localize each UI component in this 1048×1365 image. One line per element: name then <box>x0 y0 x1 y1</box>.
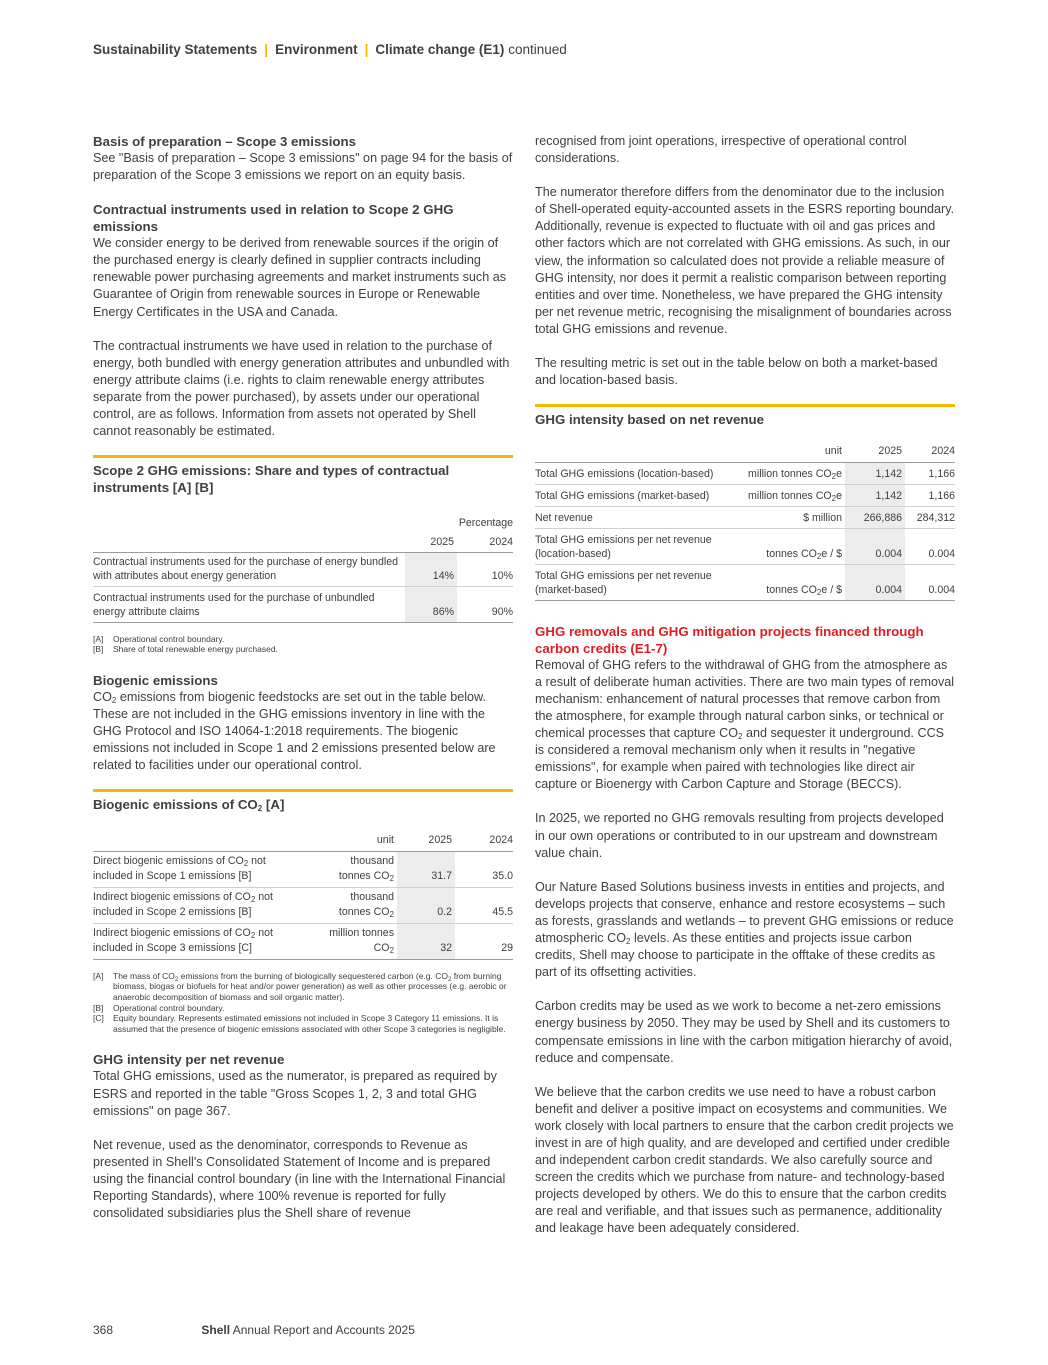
footer-title: Annual Report and Accounts 2025 <box>232 1323 415 1337</box>
section-title-intensity: GHG intensity per net revenue <box>93 1052 285 1068</box>
int-row-label: Net revenue <box>535 506 733 528</box>
intensity-text-1: Total GHG emissions, used as the numerator, is prepared as required by ESRS and reported in the table "Gross Scopes 1, 2, 3 and total GHG emissions" on page 367. <box>93 1069 497 1118</box>
note-text: Share of total renewable energy purchased. <box>113 644 278 655</box>
biogenic-table-title: Biogenic emissions of $CO_2$ [A] <box>93 797 285 814</box>
scope2-table-title: Scope 2 GHG emissions: Share and types of contractual instruments [A] [B] <box>93 463 450 496</box>
bio-row-2024: 35.0 <box>455 851 513 887</box>
scope2-year-2025: 2025 <box>405 532 457 552</box>
table-row <box>93 851 513 887</box>
int-row-2024: 1,166 <box>905 484 955 506</box>
note-key: [A] <box>93 970 104 981</box>
note-text: Operational control boundary. <box>113 1002 225 1013</box>
bio-row-label: Indirect biogenic emissions of $CO_2$ not included in Scope 3 emissions [C] <box>93 923 297 959</box>
table-row <box>535 484 955 506</box>
table-row <box>93 923 513 959</box>
table-row <box>535 528 955 564</box>
scope2-unit-header: Percentage <box>458 517 513 530</box>
right-text-3: The resulting metric is set out in the table below on both a market-based and location-based basis. <box>535 356 938 388</box>
int-row-2025: 0.004 <box>845 564 905 600</box>
bio-header-2024: 2024 <box>455 827 513 851</box>
scope2-table <box>93 502 513 623</box>
int-row-2025: 1,142 <box>845 484 905 506</box>
int-row-unit: million tonnes $CO_2e$ <box>733 462 845 484</box>
scope2-year-2024: 2024 <box>457 532 513 552</box>
table-row <box>93 552 513 586</box>
left-column <box>93 133 513 1222</box>
page-footer <box>93 1323 415 1337</box>
scope2-row-label: Contractual instruments used for the purchase of energy bundled with attributes about energy generation <box>93 552 405 586</box>
int-row-2025: 0.004 <box>845 528 905 564</box>
contractual-text-2: The contractual instruments we have used in relation to the purchase of energy, both bundled with energy generation attributes and unbundled with energy attribute claims (i.e. rights to claim renewable energy attributes separate from the power purchased), by assets under our operational control, are as follows. Information from assets not operated by Shell cannot reasonably be estimated. <box>93 338 510 439</box>
breadcrumb-environment: Environment <box>275 42 358 57</box>
bio-header-unit: unit <box>297 827 397 851</box>
page-number: 368 <box>93 1323 114 1337</box>
scope2-notes <box>93 634 513 655</box>
footer-brand: Shell <box>201 1323 231 1337</box>
scope2-row-2025: 86% <box>405 586 457 622</box>
section-title-basis: Basis of preparation – Scope 3 emissions <box>93 134 357 149</box>
note-text: The mass of $CO_2$ emissions from the burning of biologically sequestered carbon (e.g. $CO_2$ from burning biomass, biogas or biofuels for heat and/or power generation) as well as other processes (e.g. aerobic or anaerobic decomposition of biomass and soil organic matter). <box>113 970 507 1003</box>
table-row <box>93 887 513 923</box>
table-row <box>93 586 513 622</box>
int-header-2025: 2025 <box>845 438 905 462</box>
note-key: [A] <box>93 633 104 644</box>
breadcrumb <box>93 42 567 57</box>
bio-row-2025: 0.2 <box>397 887 455 923</box>
basis-text: See "Basis of preparation – Scope 3 emissions" on page 94 for the basis of preparation of the Scope 3 emissions we report on an equity basis. <box>93 151 513 183</box>
bio-row-unit: thousand tonnes $CO_2$ <box>297 887 397 923</box>
biogenic-text: $CO_2$ emissions from biogenic feedstocks are set out in the table below. These are not included in the GHG emissions inventory in line with the GHG Protocol and ISO 14064-1:2018 requirements. The biogenic emissions not included in Scope 1 and 2 emissions presented below are related to facilities under our operational control. <box>93 689 496 773</box>
biogenic-table-block <box>93 789 513 1034</box>
bio-row-unit: million tonnes $CO_2$ <box>297 923 397 959</box>
bio-row-label: Direct biogenic emissions of $CO_2$ not included in Scope 1 emissions [B] <box>93 851 297 887</box>
right-text-1: recognised from joint operations, irrespective of operational control considerations. <box>535 134 907 166</box>
right-column <box>535 133 955 1238</box>
intensity-text-2: Net revenue, used as the denominator, corresponds to Revenue as presented in Shell's Consolidated Statement of Income and is prepared using the financial control boundary (in line with the International Financial Reporting Standards), where 100% revenue is reported for fully consolidated subsidiaries plus the Shell share of revenue <box>93 1137 506 1221</box>
note-key: [B] <box>93 644 104 655</box>
int-row-unit: $ million <box>733 506 845 528</box>
int-row-2024: 0.004 <box>905 564 955 600</box>
table-row <box>535 564 955 600</box>
intensity-table-block <box>535 404 955 601</box>
int-row-2025: 266,886 <box>845 506 905 528</box>
bio-row-label: Indirect biogenic emissions of $CO_2$ not included in Scope 2 emissions [B] <box>93 887 297 923</box>
bio-row-2024: 45.5 <box>455 887 513 923</box>
int-row-label: Total GHG emissions per net revenue (location-based) <box>535 528 733 564</box>
section-title-biogenic: Biogenic emissions <box>93 672 218 688</box>
scope2-row-label: Contractual instruments used for the purchase of unbundled energy attribute claims <box>93 586 405 622</box>
removals-text-3: Our Nature Based Solutions business invests in entities and projects, and develops projects that conserve, enhance and restore ecosystems – such as forests, grasslands and wetlands – to prevent GHG emissions or reduce atmospheric $CO_2$ levels. As these entities and projects issue carbon credits, Shell may choose to participate in the offtake of these credits as part of its offsetting activities. <box>535 879 954 980</box>
removals-text-1: Removal of GHG refers to the withdrawal of GHG from the atmosphere as a result of deliberate human activities. There are two main types of removal mechanism: enhancement of natural processes that remove carbon from the atmosphere, for example through natural carbon sinks, or technical or chemical processes that capture $CO_2$ and sequester it underground. CCS is considered a removal mechanism only when it results in "negative emissions", for example when paired with technologies like direct air capture or Bioenergy with Carbon Capture and Storage (BECCS). <box>535 657 955 792</box>
int-row-unit: million tonnes $CO_2e$ <box>733 484 845 506</box>
note-text: Operational control boundary. <box>113 633 225 644</box>
bio-row-2025: 32 <box>397 923 455 959</box>
bio-row-unit: thousand tonnes $CO_2$ <box>297 851 397 887</box>
table-row <box>535 462 955 484</box>
note-key: [C] <box>93 1013 104 1024</box>
breadcrumb-climate-change: Climate change (E1) <box>375 42 505 57</box>
section-title-removals: GHG removals and GHG mitigation projects financed through carbon credits (E1-7) <box>535 623 924 656</box>
intensity-table-title: GHG intensity based on net revenue <box>535 412 765 428</box>
note-key: [B] <box>93 1002 104 1013</box>
int-row-2025: 1,142 <box>845 462 905 484</box>
table-row <box>535 506 955 528</box>
int-row-label: Total GHG emissions (market-based) <box>535 484 733 506</box>
int-row-2024: 0.004 <box>905 528 955 564</box>
removals-text-2: In 2025, we reported no GHG removals resulting from projects developed in our own operations or contributed to in our upstream and downstream value chain. <box>535 811 944 860</box>
int-row-2024: 284,312 <box>905 506 955 528</box>
scope2-table-block <box>93 455 513 655</box>
removals-text-4: Carbon credits may be used as we work to become a net-zero emissions energy business by 2050. They may be used by Shell and its customers to compensate emissions in line with the carbon mitigation hierarchy of avoid, reduce and compensate. <box>535 999 953 1065</box>
int-row-label: Total GHG emissions per net revenue (market-based) <box>535 564 733 600</box>
int-row-2024: 1,166 <box>905 462 955 484</box>
note-text: Equity boundary. Represents estimated emissions not included in Scope 3 Category 11 emissions. It is assumed that the presence of biogenic emissions associated with other Scope 3 categories is negligible. <box>113 1013 506 1034</box>
bio-row-2025: 31.7 <box>397 851 455 887</box>
int-row-unit: tonnes $CO_2e$ / $ <box>733 564 845 600</box>
right-text-2: The numerator therefore differs from the denominator due to the inclusion of Shell-operated equity-accounted assets in the ESRS reporting boundary. Additionally, revenue is expected to fluctuate with oil and gas prices and other factors which are not correlated with GHG emissions. As such, in our view, the information so calculated does not provide a reliable measure of GHG intensity, nor does it permit a realistic comparison between reporting entities and over time. Nonetheless, we have prepared the GHG intensity per net revenue metric, recognising the misalignment of boundaries across total GHG emissions and revenue. <box>535 185 955 336</box>
breadcrumb-separator: | <box>264 42 269 57</box>
biogenic-notes <box>93 971 513 1035</box>
int-header-unit: unit <box>733 438 845 462</box>
scope2-row-2024: 10% <box>457 552 513 586</box>
bio-header-2025: 2025 <box>397 827 455 851</box>
section-title-contractual: Contractual instruments used in relation to Scope 2 GHG emissions <box>93 202 454 235</box>
scope2-row-2024: 90% <box>457 586 513 622</box>
bio-row-2024: 29 <box>455 923 513 959</box>
int-header-2024: 2024 <box>905 438 955 462</box>
intensity-table <box>535 438 955 601</box>
removals-text-5: We believe that the carbon credits we use need to have a robust carbon benefit and deliver a positive impact on ecosystems and communities. We work closely with local partners to ensure that the carbon credit projects we invest in are of high quality, and are developed and certified under credible and independent carbon credit standards. We also carefully source and screen the credits which we purchase from nature- and technology-based projects developed by others. We do this to ensure that the carbon credits are real and verifiable, and that issues such as permanence, additionality and leakage have been adequately considered. <box>535 1084 954 1236</box>
breadcrumb-separator: | <box>364 42 369 57</box>
breadcrumb-continued: continued <box>508 42 567 57</box>
contractual-text-1: We consider energy to be derived from renewable sources if the origin of the purchased energy is clearly defined in supplier contracts including renewable power purchasing agreements and market instruments such as Guarantee of Origin from renewable sources in Europe or Renewable Energy Certificates in the USA and Canada. <box>93 236 507 319</box>
biogenic-table <box>93 827 513 960</box>
int-row-label: Total GHG emissions (location-based) <box>535 462 733 484</box>
breadcrumb-sustainability: Sustainability Statements <box>93 42 258 57</box>
scope2-row-2025: 14% <box>405 552 457 586</box>
int-row-unit: tonnes $CO_2e$ / $ <box>733 528 845 564</box>
